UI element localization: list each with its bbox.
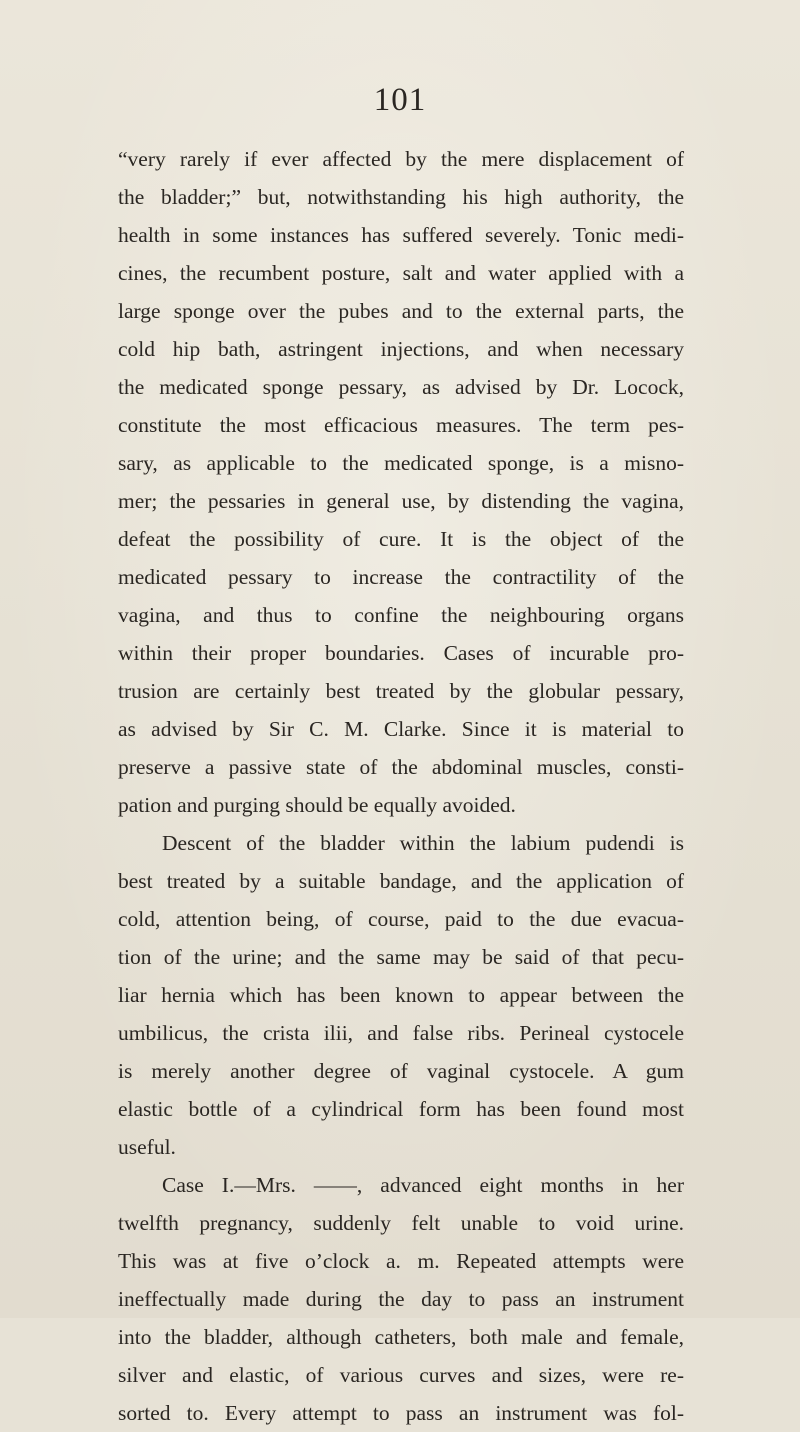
paragraph-bladder-treatment [118,140,684,824]
text-line: medicated pessary to increase the contractility of the [118,565,684,589]
text-line: within their proper boundaries. Cases of incurable pro- [118,641,684,665]
text-line: useful. [118,1135,176,1159]
text-line: ineffectually made during the day to pass an instrument [118,1287,684,1311]
text-line: cold hip bath, astringent injections, and when necessary [118,337,684,361]
text-line: into the bladder, although catheters, both male and female, [118,1325,684,1349]
text-line: This was at five o’clock a. m. Repeated attempts were [118,1249,684,1273]
text-line: cold, attention being, of course, paid to the due evacua- [118,907,684,931]
text-line: tion of the urine; and the same may be said of that pecu- [118,945,684,969]
text-line: sorted to. Every attempt to pass an instrument was fol- [118,1401,684,1425]
body-text [118,140,684,1432]
text-line: health in some instances has suffered severely. Tonic medi- [118,223,684,247]
text-line: preserve a passive state of the abdominal muscles, consti- [118,755,684,779]
text-line: constitute the most efficacious measures. The term pes- [118,413,684,437]
text-line: twelfth pregnancy, suddenly felt unable to void urine. [118,1211,684,1235]
page-number: 101 [373,82,427,118]
text-line: umbilicus, the crista ilii, and false ribs. Perineal cystocele [118,1021,684,1045]
text-line: large sponge over the pubes and to the external parts, the [118,299,684,323]
text-line: liar hernia which has been known to appear between the [118,983,684,1007]
paragraph-descent-of-bladder [118,824,684,1166]
text-line: best treated by a suitable bandage, and the application of [118,869,684,893]
text-line: as advised by Sir C. M. Clarke. Since it is material to [118,717,684,741]
text-line: the bladder;” but, notwithstanding his high authority, the [118,185,684,209]
text-line: silver and elastic, of various curves and sizes, were re- [118,1363,684,1387]
text-line: cines, the recumbent posture, salt and water applied with a [118,261,684,285]
text-line: sary, as applicable to the medicated sponge, is a misno- [118,451,684,475]
text-line: mer; the pessaries in general use, by distending the vagina, [118,489,684,513]
text-line: trusion are certainly best treated by the globular pessary, [118,679,684,703]
text-line: defeat the possibility of cure. It is the object of the [118,527,684,551]
text-line: Descent of the bladder within the labium pudendi is [162,831,684,855]
text-line: vagina, and thus to confine the neighbouring organs [118,603,684,627]
case-heading-line: Case I.—Mrs. ——, advanced eight months in her [162,1173,684,1197]
text-line: pation and purging should be equally avoided. [118,793,516,817]
paragraph-case-one [118,1166,684,1432]
text-line: the medicated sponge pessary, as advised by Dr. Locock, [118,375,684,399]
text-line: “very rarely if ever affected by the mere displacement of [118,147,684,171]
text-line: elastic bottle of a cylindrical form has been found most [118,1097,684,1121]
text-line: is merely another degree of vaginal cystocele. A gum [118,1059,684,1083]
